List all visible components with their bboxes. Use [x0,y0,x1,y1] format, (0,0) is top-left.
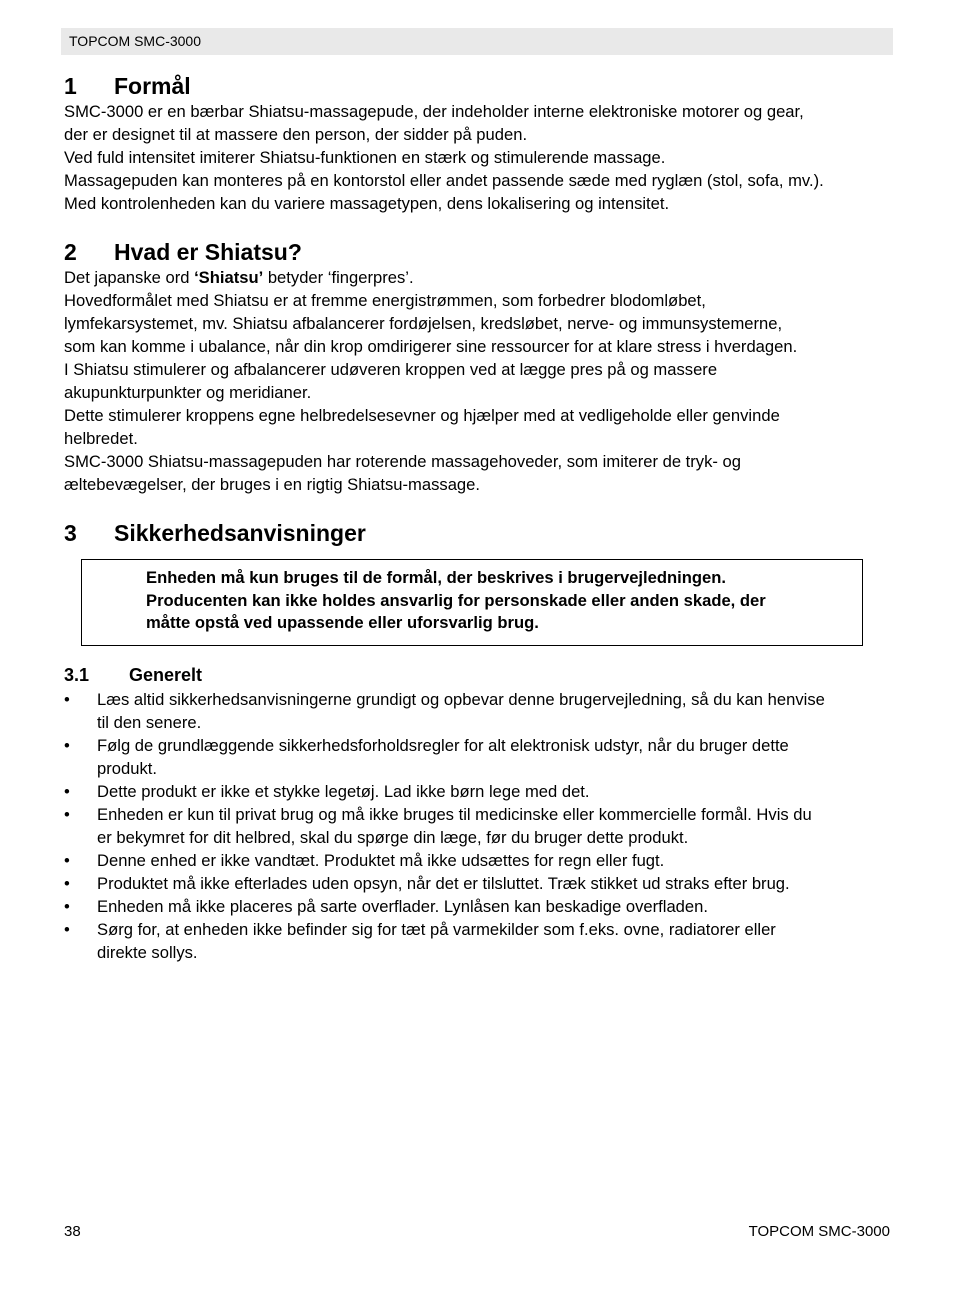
list-item-line: Følg de grundlæggende sikkerhedsforholdsregler for alt elektronisk udstyr, når du bruger dette [97,735,789,755]
list-item-line: Enheden må ikke placeres på sarte overflader. Lynlåsen kan beskadige overfladen. [97,896,708,916]
list-item [64,849,894,872]
section-title: Sikkerhedsanvisninger [114,520,366,546]
list-item [64,803,894,849]
bullet-icon: • [64,735,70,755]
subsection-3-1-heading [64,664,894,686]
section-number: 2 [64,239,77,265]
header-title: TOPCOM SMC-3000 [69,33,201,49]
paragraph: Dette stimulerer kroppens egne helbredelsesevner og hjælper med at vedligeholde eller genvinde [64,406,780,425]
warning-box [81,559,863,646]
bullet-icon: • [64,781,70,801]
paragraph: akupunkturpunkter og meridianer. [64,383,312,402]
list-item [64,688,894,734]
list-item [64,895,894,918]
list-item-line: produkt. [97,758,157,778]
section-3-heading [64,519,894,547]
list-item-line: Enheden er kun til privat brug og må ikke bruges til medicinske eller kommercielle formål. Hvis du [97,804,812,824]
paragraph: SMC-3000 Shiatsu-massagepuden har roterende massagehoveder, som imiterer de tryk- og [64,452,741,471]
list-item-line: Sørg for, at enheden ikke befinder sig for tæt på varmekilder som f.eks. ovne, radiatorer eller [97,919,776,939]
list-item-line: Produktet må ikke efterlades uden opsyn, når det er tilsluttet. Træk stikket ud straks efter brug. [97,873,790,893]
paragraph: Ved fuld intensitet imiterer Shiatsu-funktionen en stærk og stimulerende massage. [64,148,666,167]
list-item [64,918,894,964]
list-item [64,734,894,780]
subsection-title: Generelt [129,664,203,685]
paragraph: som kan komme i ubalance, når din krop omdirigerer sine ressourcer for at klare stress i hverdagen. [64,337,798,356]
bullet-icon: • [64,850,70,870]
section-number: 1 [64,73,77,99]
intro-text-after: betyder ‘fingerpres’. [263,268,414,287]
list-item-line: direkte sollys. [97,942,198,962]
list-item-line: Dette produkt er ikke et stykke legetøj. Lad ikke børn lege med det. [97,781,590,801]
safety-list [64,688,894,964]
warning-line: Enheden må kun bruges til de formål, der beskrives i brugervejledningen. [146,568,727,587]
bullet-icon: • [64,873,70,893]
list-item [64,872,894,895]
paragraph: I Shiatsu stimulerer og afbalancerer udøveren kroppen ved at lægge pres på og massere [64,360,718,379]
section-title: Formål [114,73,191,99]
bullet-icon: • [64,689,70,709]
list-item [64,780,894,803]
intro-paragraph [64,266,894,289]
footer-title: TOPCOM SMC-3000 [748,1223,890,1240]
warning-line: måtte opstå ved upassende eller uforsvarlig brug. [146,613,539,632]
list-item-line: Læs altid sikkerhedsanvisningerne grundigt og opbevar denne brugervejledning, så du kan henvise [97,689,825,709]
paragraph: Med kontrolenheden kan du variere massagetypen, dens lokalisering og intensitet. [64,194,670,213]
intro-term: ‘Shiatsu’ [194,268,264,287]
bullet-icon: • [64,919,70,939]
warning-line: Producenten kan ikke holdes ansvarlig for personskade eller anden skade, der [146,590,766,610]
section-2-heading [64,238,894,266]
intro-text-before: Det japanske ord [64,268,195,287]
list-item-line: er bekymret for dit helbred, skal du spørge din læge, før du bruger dette produkt. [97,827,689,847]
bullet-icon: • [64,896,70,916]
section-title: Hvad er Shiatsu? [114,239,302,265]
paragraph: Massagepuden kan monteres på en kontorstol eller andet passende sæde med ryglæn (stol, sofa, mv.). [64,171,824,190]
section-1-heading [64,72,894,100]
paragraph: helbredet. [64,429,138,448]
page-content [64,72,894,964]
list-item-line: til den senere. [97,712,202,732]
bullet-icon: • [64,804,70,824]
subsection-number: 3.1 [64,664,90,685]
section-number: 3 [64,520,77,546]
list-item-line: Denne enhed er ikke vandtæt. Produktet må ikke udsættes for regn eller fugt. [97,850,665,870]
paragraph: der er designet til at massere den person, der sidder på puden. [64,125,528,144]
paragraph: æltebevægelser, der bruges i en rigtig Shiatsu-massage. [64,475,480,494]
paragraph: Hovedformålet med Shiatsu er at fremme energistrømmen, som forbedrer blodomløbet, [64,291,706,310]
page-header [61,28,893,55]
page-number: 38 [64,1223,81,1240]
paragraph: lymfekarsystemet, mv. Shiatsu afbalancerer fordøjelsen, kredsløbet, nerve- og immunsystemerne, [64,314,783,333]
paragraph: SMC-3000 er en bærbar Shiatsu-massagepude, der indeholder interne elektroniske motorer og gear, [64,102,804,121]
